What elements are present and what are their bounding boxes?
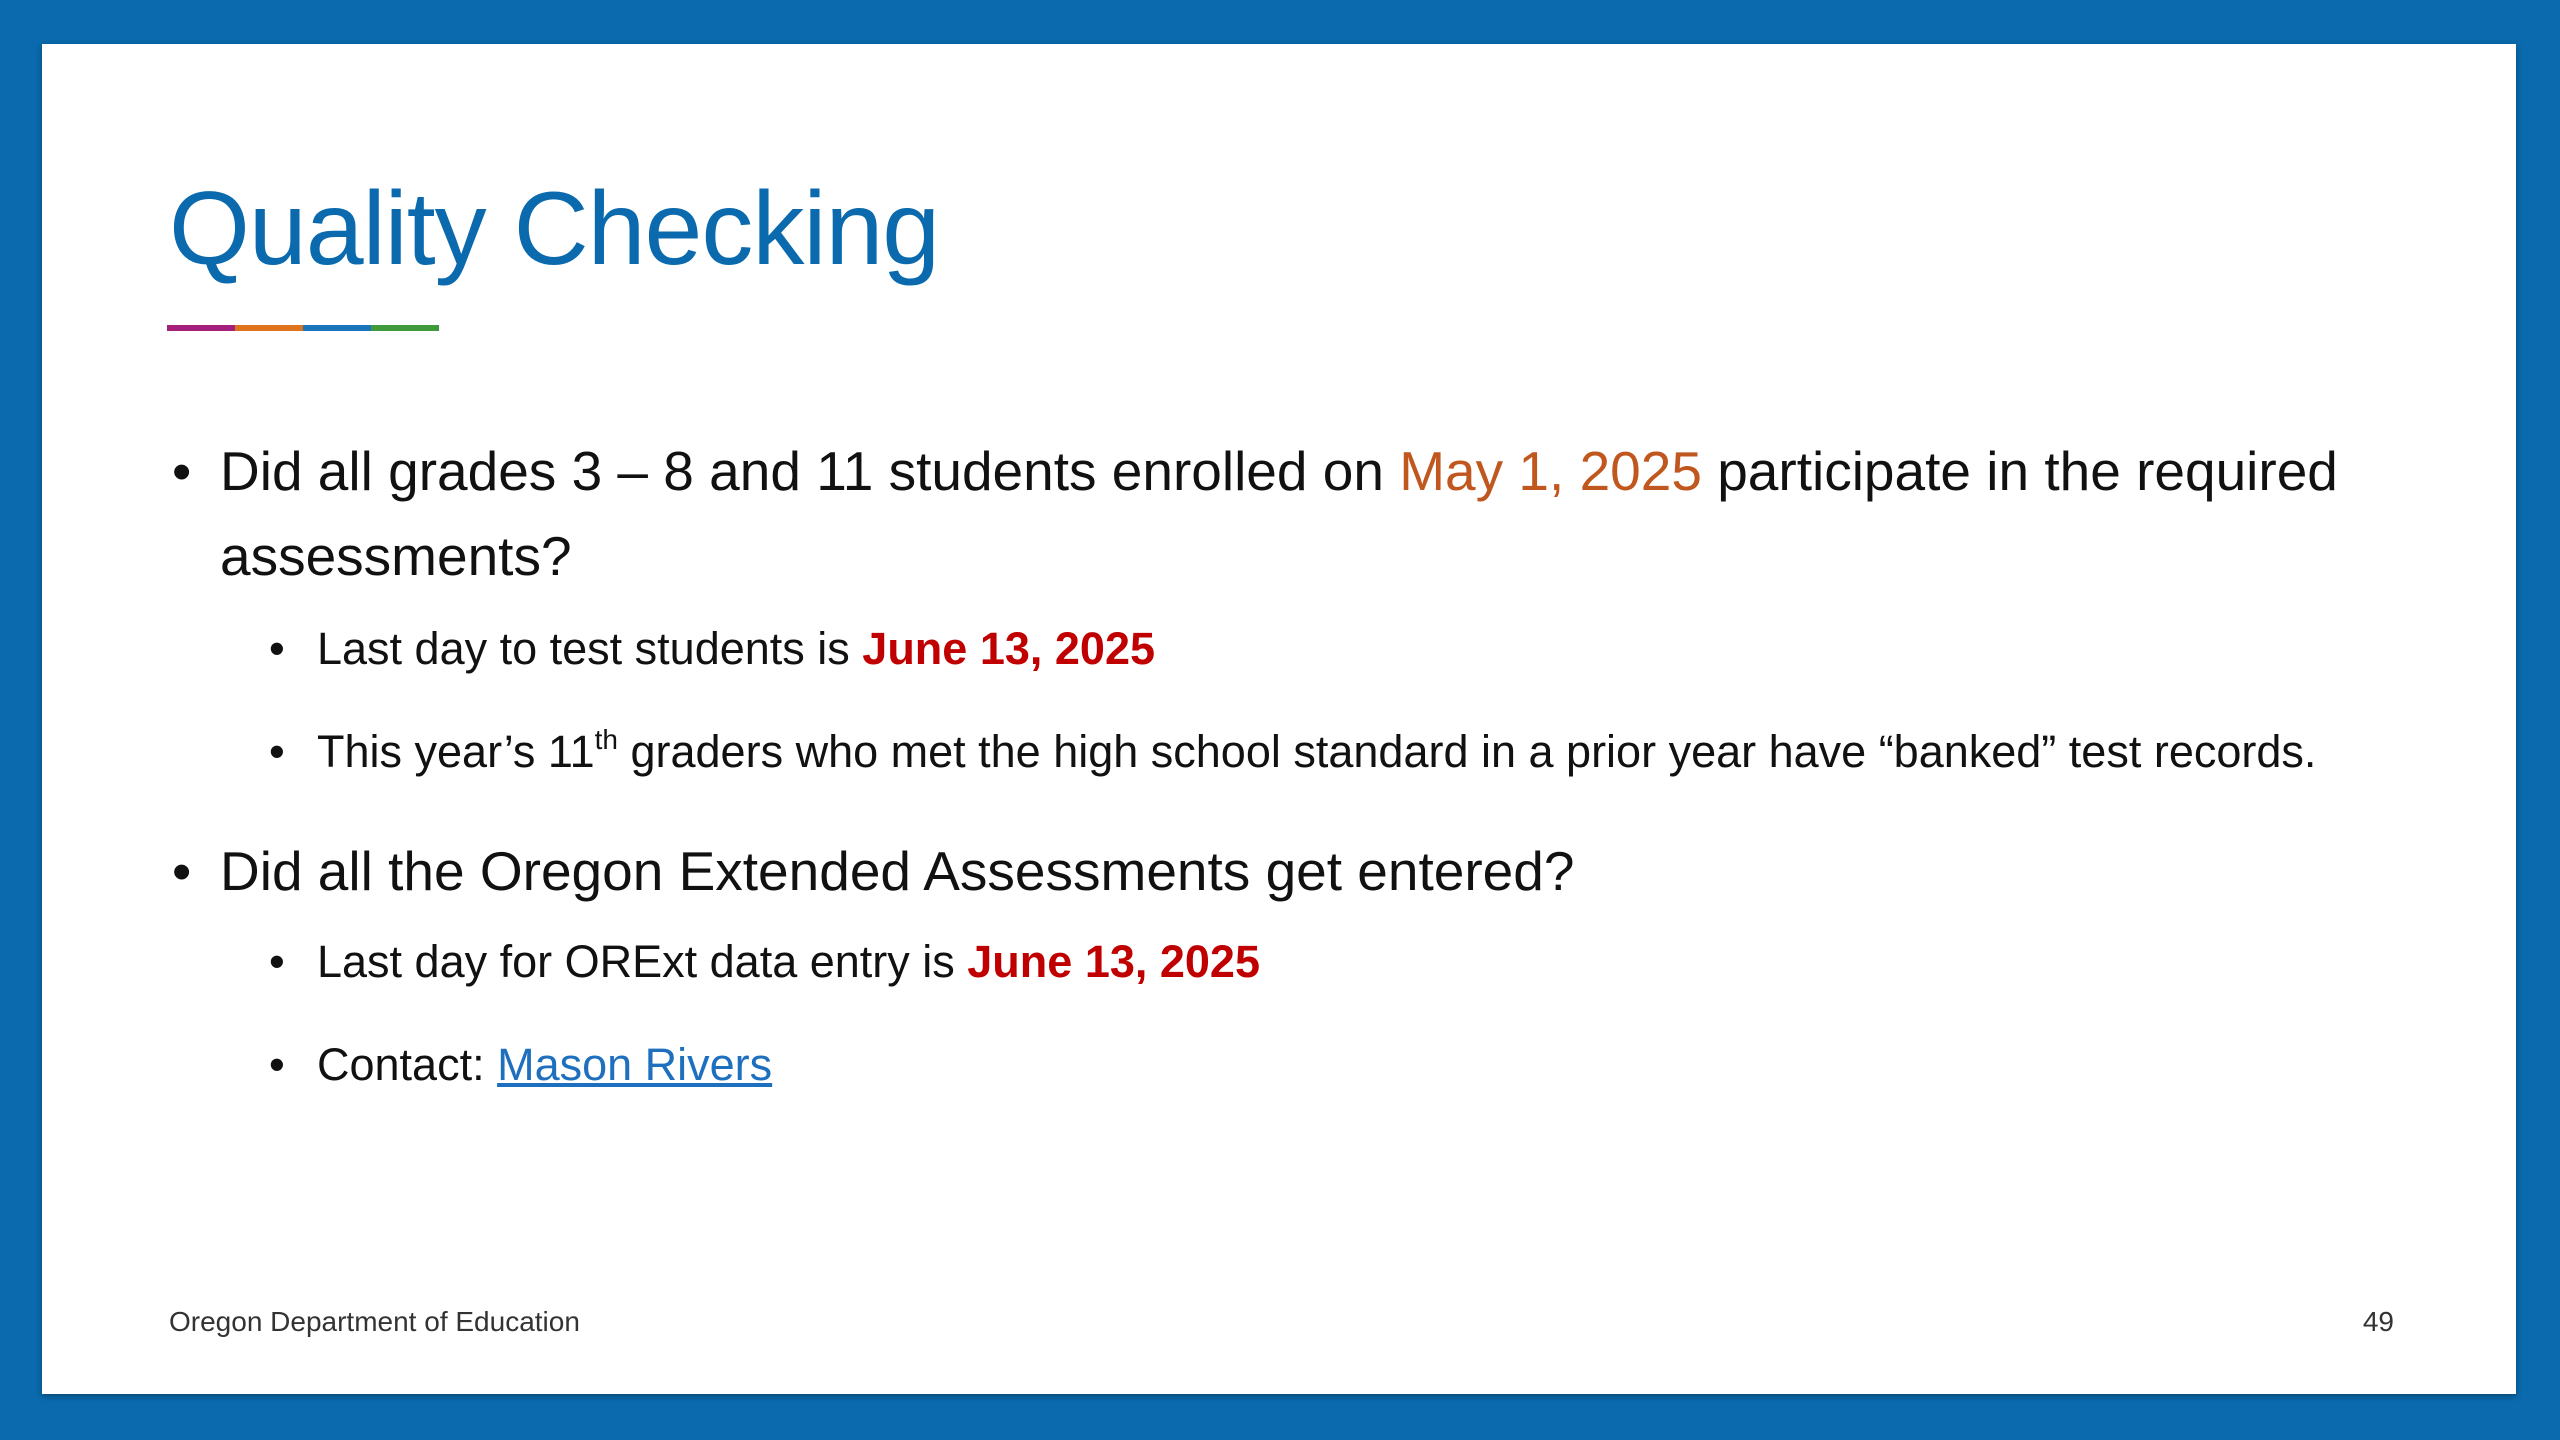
bullet-text: Did all the Oregon Extended Assessments get entered? xyxy=(220,840,1575,902)
sub-bullet-text: Last day for ORExt data entry is xyxy=(317,936,968,987)
superscript: th xyxy=(594,724,618,755)
slide xyxy=(42,44,2516,1394)
bullet-list xyxy=(172,429,2372,1100)
deadline-date: June 13, 2025 xyxy=(967,936,1260,987)
sub-bullet-item xyxy=(269,1029,2372,1100)
contact-label: Contact: xyxy=(317,1039,498,1090)
sub-bullet-text: This year’s 11 xyxy=(317,726,595,777)
accent-segment-green xyxy=(371,325,439,331)
page-number: 49 xyxy=(2362,1306,2394,1337)
contact-link[interactable]: Mason Rivers xyxy=(497,1039,773,1090)
deadline-date: June 13, 2025 xyxy=(862,623,1155,674)
accent-segment-orange xyxy=(235,325,303,331)
sub-bullet-text: graders who met the high school standard in a prior year have “banked” test records. xyxy=(617,726,2317,777)
title-accent-bar xyxy=(167,325,439,331)
bullet-text: participate in the required assessments? xyxy=(220,440,2338,587)
bullet-item xyxy=(172,829,2372,914)
bullet-text: Did all grades 3 – 8 and 11 students enrolled on xyxy=(220,440,1400,502)
sub-bullet-item xyxy=(269,926,2372,997)
footer-organization: Oregon Department of Education xyxy=(169,1306,580,1337)
sub-bullet-item xyxy=(269,613,2372,684)
enrollment-date: May 1, 2025 xyxy=(1399,440,1702,502)
slide-title: Quality Checking xyxy=(169,171,940,287)
accent-segment-blue xyxy=(303,325,371,331)
sub-bullet-item xyxy=(269,716,2372,787)
accent-segment-magenta xyxy=(167,325,235,331)
sub-bullet-text: Last day to test students is xyxy=(317,623,863,674)
bullet-item xyxy=(172,429,2372,599)
